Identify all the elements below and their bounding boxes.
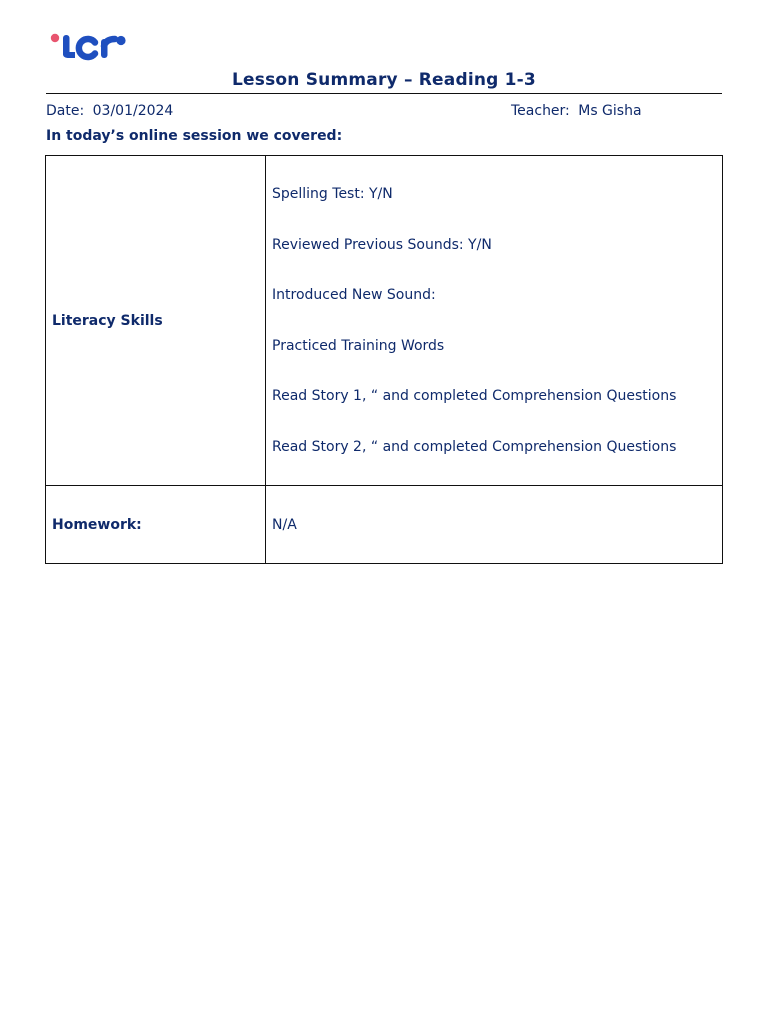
literacy-skills-label: Literacy Skills — [46, 156, 266, 486]
list-item-reviewed-sounds: Reviewed Previous Sounds: Y/N — [272, 236, 492, 253]
teacher-line — [511, 103, 642, 119]
list-item-story-1: Read Story 1, “ and completed Comprehension Questions — [272, 388, 677, 404]
title-underline-divider — [46, 93, 722, 94]
literacy-skills-list — [272, 169, 716, 472]
homework-label: Homework: — [46, 486, 266, 564]
lesson-summary-table — [45, 155, 723, 564]
list-item-new-sound: Introduced New Sound: — [272, 287, 436, 303]
date-value: 03/01/2024 — [92, 103, 174, 119]
date-label: Date: — [46, 103, 85, 119]
document-title: Lesson Summary – Reading 1-3 — [232, 70, 536, 90]
teacher-label: Teacher: — [511, 103, 570, 119]
teacher-value: Ms Gisha — [578, 103, 642, 119]
table-row-homework — [46, 486, 723, 564]
lcr-logo-icon — [48, 30, 132, 64]
list-item-training-words: Practiced Training Words — [272, 337, 445, 354]
date-line — [46, 103, 173, 119]
table-row-literacy-skills — [46, 156, 723, 486]
session-intro-heading: In today’s online session we covered: — [46, 128, 343, 144]
list-item-spelling-test: Spelling Test: Y/N — [272, 186, 393, 202]
homework-value: N/A — [266, 486, 723, 564]
company-logo — [48, 30, 132, 64]
literacy-skills-items-cell — [266, 156, 723, 486]
list-item-story-2: Read Story 2, “ and completed Comprehension Questions — [272, 438, 677, 455]
